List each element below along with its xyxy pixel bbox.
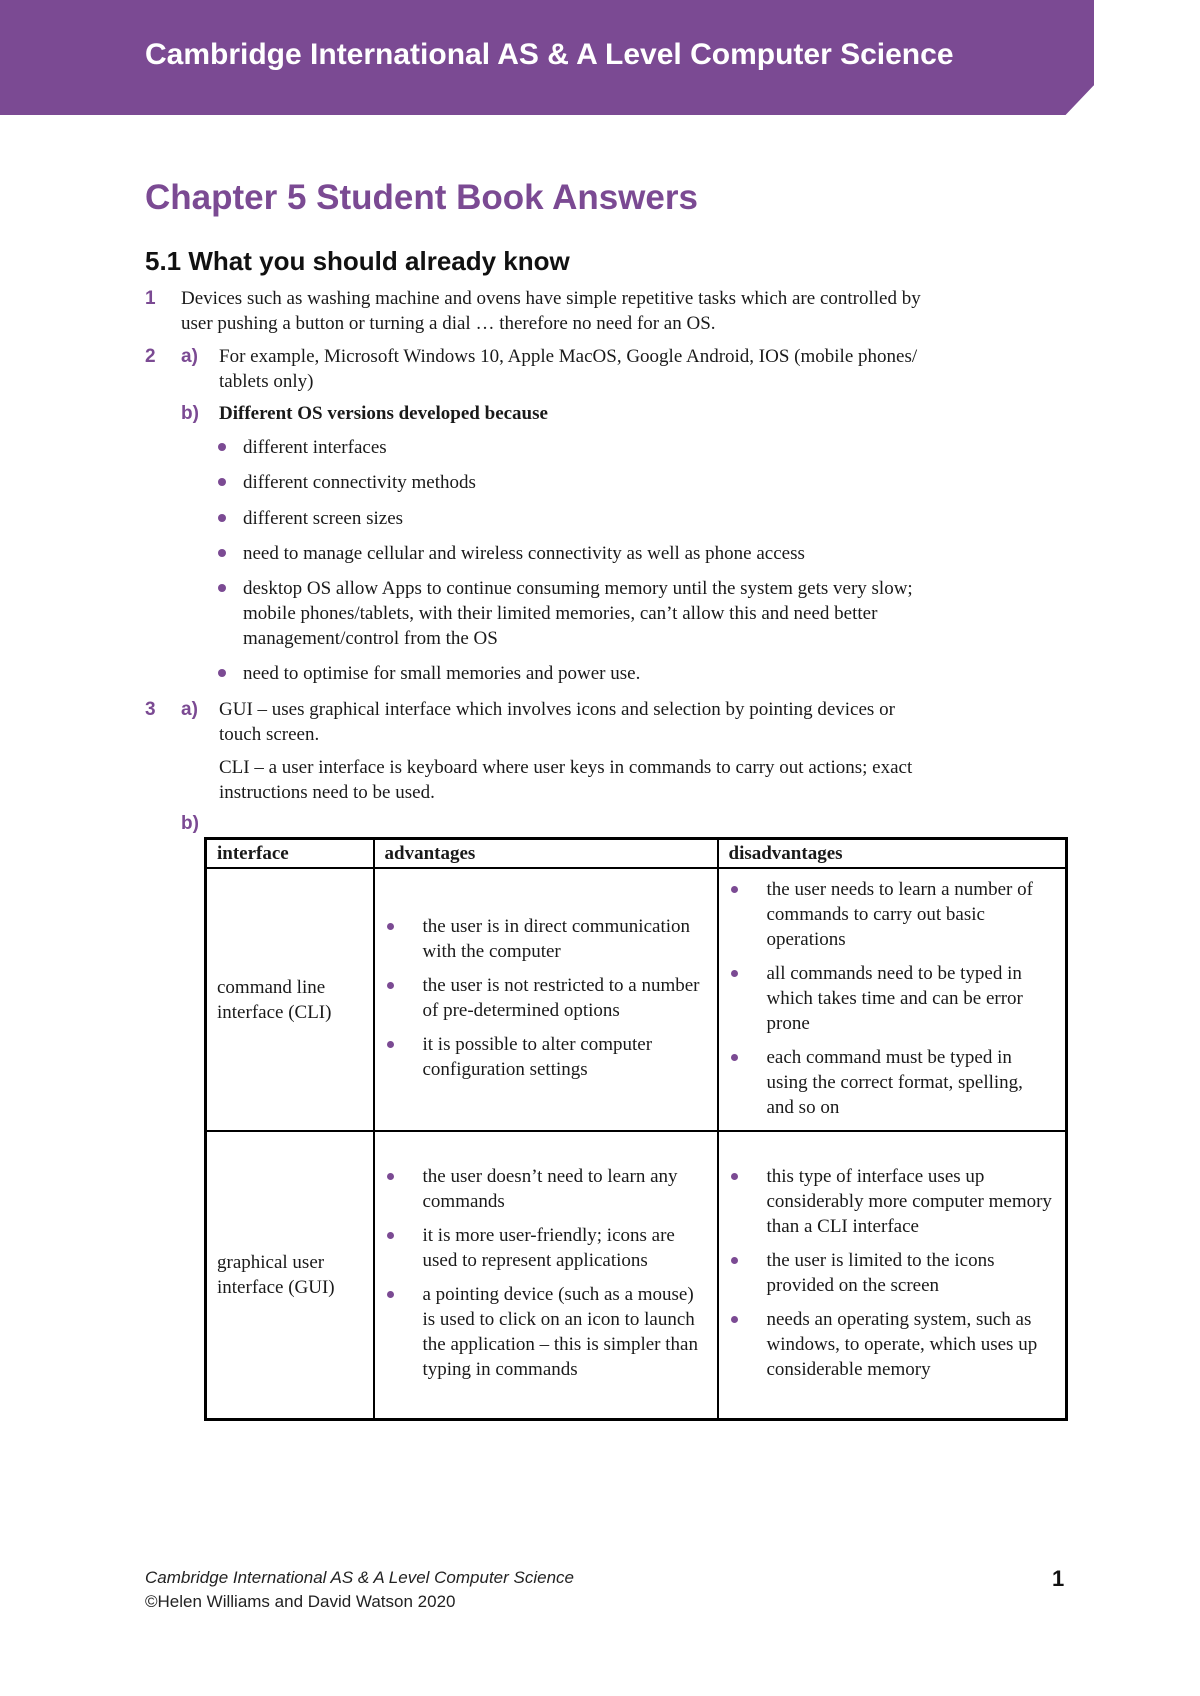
question-number-3: 3 xyxy=(145,699,156,720)
page-number: 1 xyxy=(1052,1566,1065,1591)
column-header-disadvantages: disadvantages xyxy=(718,839,1067,869)
bullet-icon xyxy=(218,549,226,557)
q2b-bullet-text: different connectivity methods xyxy=(243,472,476,493)
interface-comparison-table xyxy=(204,837,1068,1421)
advantage-item: the user is not restricted to a number of pre-determined options xyxy=(385,973,707,1023)
q1-text-line1: Devices such as washing machine and ovens have simple repetitive tasks which are controlled by xyxy=(181,288,921,309)
interface-cell xyxy=(206,1131,374,1419)
q2b-bullet-text: mobile phones/tablets, with their limited memories, can’t allow this and need better xyxy=(243,603,878,624)
q2b-bullet-text: need to manage cellular and wireless connectivity as well as phone access xyxy=(243,543,805,564)
chapter-title: Chapter 5 Student Book Answers xyxy=(145,178,698,217)
footer-credits xyxy=(145,1566,574,1614)
q2a-text-line1: For example, Microsoft Windows 10, Apple MacOS, Google Android, IOS (mobile phones/ xyxy=(219,346,918,367)
q3a-text-line4: instructions need to be used. xyxy=(219,782,435,803)
q2b-bullet-text: different interfaces xyxy=(243,437,387,458)
interface-name-line: command line xyxy=(217,976,326,998)
advantages-cell xyxy=(374,1131,718,1419)
bullet-icon xyxy=(218,443,226,451)
disadvantages-cell xyxy=(718,868,1067,1131)
q2b-bullet-text: need to optimise for small memories and power use. xyxy=(243,663,641,684)
q2-part-a-label: a) xyxy=(181,346,198,367)
advantage-item: a pointing device (such as a mouse) is used to click on an icon to launch the application – this is simpler than typing in commands xyxy=(385,1282,707,1382)
bullet-icon xyxy=(218,669,226,677)
bullet-icon xyxy=(218,514,226,522)
bullet-icon xyxy=(218,584,226,592)
q2a-text-line2: tablets only) xyxy=(219,371,314,392)
q3a-text-line2: touch screen. xyxy=(219,724,320,745)
interface-name-line: interface (GUI) xyxy=(217,1276,335,1298)
disadvantage-item: each command must be typed in using the correct format, spelling, and so on xyxy=(729,1045,1056,1120)
footer-book-title: Cambridge International AS & A Level Computer Science xyxy=(145,1568,575,1587)
column-header-advantages: advantages xyxy=(374,839,718,869)
q2b-bullet-text: desktop OS allow Apps to continue consuming memory until the system gets very slow; xyxy=(243,578,913,599)
column-header-interface: interface xyxy=(206,839,374,869)
advantage-item: it is more user-friendly; icons are used to represent applications xyxy=(385,1223,707,1273)
table-row-gui xyxy=(206,1131,1067,1419)
bullet-icon xyxy=(218,478,226,486)
disadvantage-item: the user needs to learn a number of commands to carry out basic operations xyxy=(729,877,1056,952)
footer-copyright: ©Helen Williams and David Watson 2020 xyxy=(145,1592,456,1611)
disadvantage-item: the user is limited to the icons provided on the screen xyxy=(729,1248,1056,1298)
interface-name-line: interface (CLI) xyxy=(217,1001,332,1023)
advantage-item: the user is in direct communication with the computer xyxy=(385,914,707,964)
q3a-text-line1: GUI – uses graphical interface which involves icons and selection by pointing devices or xyxy=(219,699,895,720)
advantages-cell xyxy=(374,868,718,1131)
disadvantage-item: this type of interface uses up considerably more computer memory than a CLI interface xyxy=(729,1164,1056,1239)
q2-part-b-label: b) xyxy=(181,403,199,424)
q2b-heading: Different OS versions developed because xyxy=(219,403,548,424)
q1-text-line2: user pushing a button or turning a dial … therefore no need for an OS. xyxy=(181,313,716,334)
table-row-cli xyxy=(206,868,1067,1131)
section-heading: 5.1 What you should already know xyxy=(145,246,570,276)
advantage-item: it is possible to alter computer configuration settings xyxy=(385,1032,707,1082)
disadvantage-item: all commands need to be typed in which takes time and can be error prone xyxy=(729,961,1056,1036)
question-number-2: 2 xyxy=(145,346,156,367)
table-header-row xyxy=(206,839,1067,869)
q2b-bullet-text: management/control from the OS xyxy=(243,628,498,649)
header-title: Cambridge International AS & A Level Computer Science xyxy=(145,38,954,71)
q3-part-b-label: b) xyxy=(181,813,199,834)
advantage-item: the user doesn’t need to learn any commands xyxy=(385,1164,707,1214)
q2b-bullet-text: different screen sizes xyxy=(243,508,404,529)
q3-part-a-label: a) xyxy=(181,699,198,720)
q3a-text-line3: CLI – a user interface is keyboard where user keys in commands to carry out actions; exact xyxy=(219,757,913,778)
disadvantages-cell xyxy=(718,1131,1067,1419)
interface-cell xyxy=(206,868,374,1131)
disadvantage-item: needs an operating system, such as windows, to operate, which uses up considerable memory xyxy=(729,1307,1056,1382)
interface-name-line: graphical user xyxy=(217,1251,325,1273)
question-number-1: 1 xyxy=(145,288,156,309)
